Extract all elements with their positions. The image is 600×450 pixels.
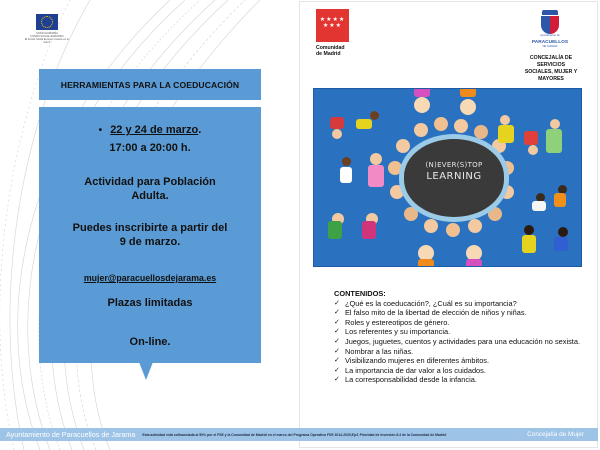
eu-flag-icon	[36, 14, 58, 30]
chalkboard-cloud	[404, 139, 504, 217]
eu-logo-line2: FONDO SOCIAL EUROPEO	[30, 35, 64, 38]
kid-icon	[474, 125, 488, 139]
check-icon: ✓	[334, 366, 340, 374]
kid-icon	[388, 161, 402, 175]
check-icon: ✓	[334, 376, 340, 384]
check-icon: ✓	[334, 328, 340, 336]
check-icon: ✓	[334, 357, 340, 365]
eu-logo-line1: UNIÓN EUROPEA	[36, 32, 58, 35]
concejalia-line1: CONCEJALÍA DE	[529, 55, 573, 61]
children-illustration	[313, 88, 582, 267]
madrid-flag-icon	[316, 9, 349, 42]
event-audience-line1: Actividad para Población	[84, 176, 216, 188]
kid-icon	[446, 223, 460, 237]
check-icon: ✓	[334, 309, 340, 317]
kid-body	[368, 165, 384, 187]
event-audience	[39, 175, 261, 203]
kid-icon	[528, 145, 538, 155]
event-registration-line2: 9 de marzo.	[119, 236, 181, 248]
kid-icon	[332, 129, 342, 139]
list-item-text: Los referentes y su importancia.	[345, 327, 451, 337]
kid-icon	[500, 115, 510, 125]
limited-places: Plazas limitadas	[107, 297, 193, 309]
illustration-text-line2: LEARNING	[426, 171, 482, 182]
eu-logo-line3: El Fondo Social Europeo invierte en tu futuro	[24, 38, 70, 44]
event-date-suffix: .	[198, 124, 202, 136]
kid-body	[498, 125, 514, 143]
kid-body	[546, 129, 562, 153]
comunidad-madrid-logo	[316, 9, 350, 57]
kid-body	[362, 221, 376, 239]
list-item-text: La importancia de dar valor a los cuidados.	[345, 365, 486, 375]
check-icon: ✓	[334, 299, 340, 307]
list-item-text: El falso mito de la libertad de elección de niños y niñas.	[345, 308, 527, 318]
bullet-icon: •	[98, 125, 103, 136]
event-mode: On-line.	[129, 336, 171, 348]
event-date-text: 22 y 24 de marzo	[110, 124, 199, 136]
kid-icon	[454, 119, 468, 133]
kid-body	[328, 221, 342, 239]
kid-body	[414, 88, 430, 97]
check-icon: ✓	[334, 337, 340, 345]
kid-body	[356, 119, 372, 129]
contact-email-link[interactable]: mujer@paracuellosdejarama.es	[83, 273, 217, 283]
kid-icon	[414, 123, 428, 137]
list-item	[334, 347, 589, 357]
kid-body	[554, 193, 566, 207]
kid-icon	[558, 227, 568, 237]
concejalia-label	[520, 55, 582, 83]
par-logo-name: PARACUELLOS	[531, 40, 569, 45]
list-item-text: Juegos, juguetes, cuentos y actividades para una educación no sexista.	[345, 336, 581, 346]
kid-icon	[550, 119, 560, 129]
contents-section	[334, 289, 589, 385]
kid-icon	[424, 219, 438, 233]
list-item	[334, 356, 589, 366]
kid-icon	[434, 117, 448, 131]
concejalia-line4: MAYORES	[538, 76, 564, 82]
list-item	[334, 308, 589, 318]
illustration-text-line1: (N)EVER(S)TOP	[425, 161, 483, 169]
par-logo-sub2: DE JARAMA	[542, 45, 558, 48]
kid-icon	[396, 139, 410, 153]
eu-logo	[22, 14, 72, 44]
check-icon: ✓	[334, 347, 340, 355]
list-item	[334, 299, 589, 309]
crown-icon	[542, 10, 558, 15]
list-item	[334, 327, 589, 337]
kid-icon	[414, 97, 430, 113]
page-title: HERRAMIENTAS PARA LA COEDUCACIÓN	[60, 79, 240, 90]
madrid-stars-icon: ★★★★ ★★★	[319, 17, 346, 29]
kid-icon	[468, 219, 482, 233]
kid-body	[532, 201, 546, 211]
kid-body	[418, 259, 434, 267]
event-registration	[39, 221, 261, 249]
list-item	[334, 375, 589, 385]
list-item	[334, 337, 589, 347]
event-time: 17:00 a 20:00 h.	[109, 142, 191, 154]
cm-logo-line2: de Madrid	[316, 51, 341, 57]
kid-icon	[404, 207, 418, 221]
list-item	[334, 318, 589, 328]
kid-body	[522, 235, 536, 253]
kid-body	[460, 88, 476, 97]
par-logo-sub: Ayuntamiento de	[540, 34, 560, 37]
kid-icon	[488, 207, 502, 221]
list-item-text: Visibilizando mujeres en diferentes ámbitos.	[345, 356, 490, 366]
paracuellos-logo	[525, 10, 575, 48]
event-info-callout	[39, 107, 261, 363]
kid-icon	[342, 157, 351, 166]
kid-body	[466, 259, 482, 267]
coat-of-arms-icon	[541, 16, 559, 34]
footer-bar	[0, 428, 598, 441]
event-registration-line1: Puedes inscribirte a partir del	[72, 222, 228, 234]
contents-title: CONTENIDOS:	[334, 289, 386, 298]
concejalia-line3: SOCIALES, MUJER Y	[524, 69, 578, 75]
kid-body	[554, 237, 568, 251]
callout-tail	[139, 362, 153, 380]
concejalia-line2: SERVICIOS	[536, 62, 566, 68]
event-audience-line2: Adulta.	[131, 190, 169, 202]
contents-list	[334, 299, 589, 385]
kid-icon	[370, 153, 382, 165]
event-date	[39, 123, 261, 138]
footer-organization: Ayuntamiento de Paracuellos de Jarama	[6, 430, 136, 439]
cm-logo-line1: Comunidad	[316, 45, 345, 51]
kid-icon	[460, 99, 476, 115]
kid-icon	[370, 111, 379, 120]
kid-body	[340, 167, 352, 183]
footer-funding-note: Esta actividad está cofinanciada al 50% por el FSE y la Comunidad de Madrid en el marco del Programa Operativo FSE 2014-2020,Eje1 Prioridad de inversión 8.4 de la Comunidad de Madrid	[142, 432, 447, 437]
list-item-text: La corresponsabilidad desde la infancia.	[345, 375, 477, 385]
list-item-text: Roles y estereotipos de género.	[345, 317, 450, 327]
footer-department: Concejalía de Mujer	[527, 431, 584, 438]
kid-icon	[524, 225, 534, 235]
list-item	[334, 366, 589, 376]
header-box	[39, 69, 261, 100]
kid-icon	[390, 185, 404, 199]
check-icon: ✓	[334, 318, 340, 326]
list-item-text: ¿Qué es la coeducación?, ¿Cuál es su importancia?	[345, 298, 517, 308]
kid-body	[524, 131, 538, 145]
list-item-text: Nombrar a las niñas.	[345, 346, 414, 356]
kid-body	[330, 117, 344, 129]
